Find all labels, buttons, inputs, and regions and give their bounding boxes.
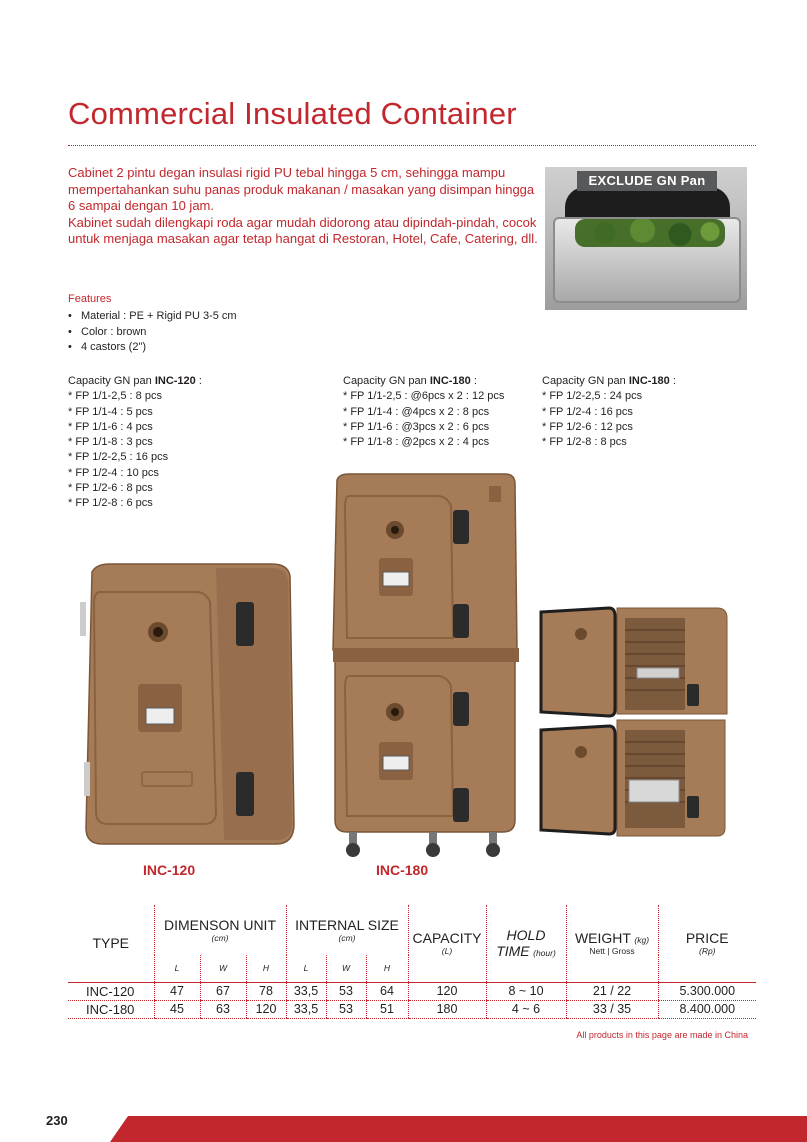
- cell-price: 5.300.000: [658, 982, 756, 1000]
- capacity-line: * FP 1/2-2,5 : 16 pcs: [68, 451, 169, 464]
- cell-type: INC-120: [68, 982, 154, 1000]
- intro-paragraph-1: Cabinet 2 pintu degan insulasi rigid PU tebal hingga 5 cm, sehingga mampu mempertahankan suhu panas produk makanan / masakan yang disimpan hingga 6 sampai dengan 10 jam.: [68, 165, 535, 213]
- sub-l: L: [286, 955, 326, 982]
- sub-w: W: [326, 955, 366, 982]
- capacity-block-inc180-full: [343, 374, 504, 450]
- col-dimension: DIMENSON UNIT (cm): [154, 905, 286, 955]
- spec-table: [68, 905, 756, 1019]
- title-divider: [68, 145, 756, 146]
- page-title: Commercial Insulated Container: [68, 96, 517, 131]
- col-weight: WEIGHT (kg) Nett | Gross: [566, 905, 658, 982]
- features-list: [68, 309, 237, 356]
- col-hold-time: HOLD TIME (hour): [486, 905, 566, 982]
- cell: 180: [408, 1000, 486, 1018]
- cell: 4 ~ 6: [486, 1000, 566, 1018]
- cell: 47: [154, 982, 200, 1000]
- exclude-gn-pan-label: EXCLUDE GN Pan: [577, 171, 717, 191]
- cell: 67: [200, 982, 246, 1000]
- sub-l: L: [154, 955, 200, 982]
- page-number: 230: [46, 1113, 68, 1128]
- col-capacity: CAPACITY (L): [408, 905, 486, 982]
- inc180-container-image: [329, 470, 519, 864]
- cell: 120: [246, 1000, 286, 1018]
- capacity-heading: Capacity GN pan INC-180 :: [343, 375, 477, 387]
- salad-image: [575, 219, 725, 247]
- features-heading: Features: [68, 293, 112, 305]
- sub-w: W: [200, 955, 246, 982]
- capacity-line: * FP 1/2-4 : 10 pcs: [68, 466, 159, 479]
- capacity-line: * FP 1/1-6 : @3pcs x 2 : 6 pcs: [343, 420, 490, 433]
- cell: 120: [408, 982, 486, 1000]
- cell: 53: [326, 1000, 366, 1018]
- cell: 45: [154, 1000, 200, 1018]
- cell-price: 8.400.000: [658, 1000, 756, 1018]
- col-internal-size: INTERNAL SIZE (cm): [286, 905, 408, 955]
- col-price: PRICE (Rp): [658, 905, 756, 982]
- capacity-line: * FP 1/1-8 : 3 pcs: [68, 436, 153, 449]
- intro-paragraph-2: Kabinet sudah dilengkapi roda agar mudah didorong atau dipindah-pindah, cocok untuk menjaga masakan agar tetap hangat di Restoran, Hotel, Cafe, Catering, dll.: [68, 214, 538, 246]
- capacity-line: * FP 1/1-4 : @4pcs x 2 : 8 pcs: [343, 405, 490, 418]
- intro-text: [68, 165, 538, 248]
- cell: 21 / 22: [566, 982, 658, 1000]
- cell: 64: [366, 982, 408, 1000]
- capacity-line: * FP 1/2-2,5 : 24 pcs: [542, 390, 643, 403]
- capacity-line: * FP 1/1-2,5 : 8 pcs: [68, 390, 162, 403]
- capacity-line: * FP 1/2-6 : 12 pcs: [542, 420, 633, 433]
- cell: 53: [326, 982, 366, 1000]
- capacity-line: * FP 1/1-2,5 : @6pcs x 2 : 12 pcs: [343, 390, 505, 403]
- inc120-container-image: [76, 562, 302, 854]
- table-row: [68, 982, 756, 1000]
- feature-item: • 4 castors (2"): [68, 340, 237, 356]
- cell-type: INC-180: [68, 1000, 154, 1018]
- capacity-line: * FP 1/2-6 : 8 pcs: [68, 482, 153, 495]
- capacity-heading: Capacity GN pan INC-180 :: [542, 375, 676, 387]
- capacity-block-inc120: [68, 374, 202, 512]
- capacity-line: * FP 1/2-8 : 6 pcs: [68, 497, 153, 510]
- sub-h: H: [246, 955, 286, 982]
- capacity-block-inc180-half: [542, 374, 676, 450]
- cell: 33 / 35: [566, 1000, 658, 1018]
- capacity-line: * FP 1/1-8 : @2pcs x 2 : 4 pcs: [343, 436, 490, 449]
- inc180-open-container-image: [537, 604, 729, 840]
- cell: 33,5: [286, 982, 326, 1000]
- capacity-line: * FP 1/2-4 : 16 pcs: [542, 405, 633, 418]
- capacity-heading: Capacity GN pan INC-120 :: [68, 375, 202, 387]
- cell: 78: [246, 982, 286, 1000]
- footnote: All products in this page are made in China: [576, 1030, 748, 1040]
- table-row: [68, 1000, 756, 1018]
- col-type: TYPE: [92, 935, 130, 952]
- cell: 33,5: [286, 1000, 326, 1018]
- feature-item: • Material : PE + Rigid PU 3-5 cm: [68, 309, 237, 325]
- cell: 8 ~ 10: [486, 982, 566, 1000]
- cell: 63: [200, 1000, 246, 1018]
- capacity-line: * FP 1/2-8 : 8 pcs: [542, 436, 627, 449]
- sub-h: H: [366, 955, 408, 982]
- product-label-inc180: INC-180: [376, 862, 429, 878]
- cell: 51: [366, 1000, 408, 1018]
- footer-bar: [0, 1112, 807, 1142]
- product-label-inc120: INC-120: [143, 862, 196, 878]
- capacity-line: * FP 1/1-6 : 4 pcs: [68, 420, 153, 433]
- table-header-row: [68, 905, 756, 955]
- feature-item: • Color : brown: [68, 325, 237, 341]
- capacity-line: * FP 1/1-4 : 5 pcs: [68, 405, 153, 418]
